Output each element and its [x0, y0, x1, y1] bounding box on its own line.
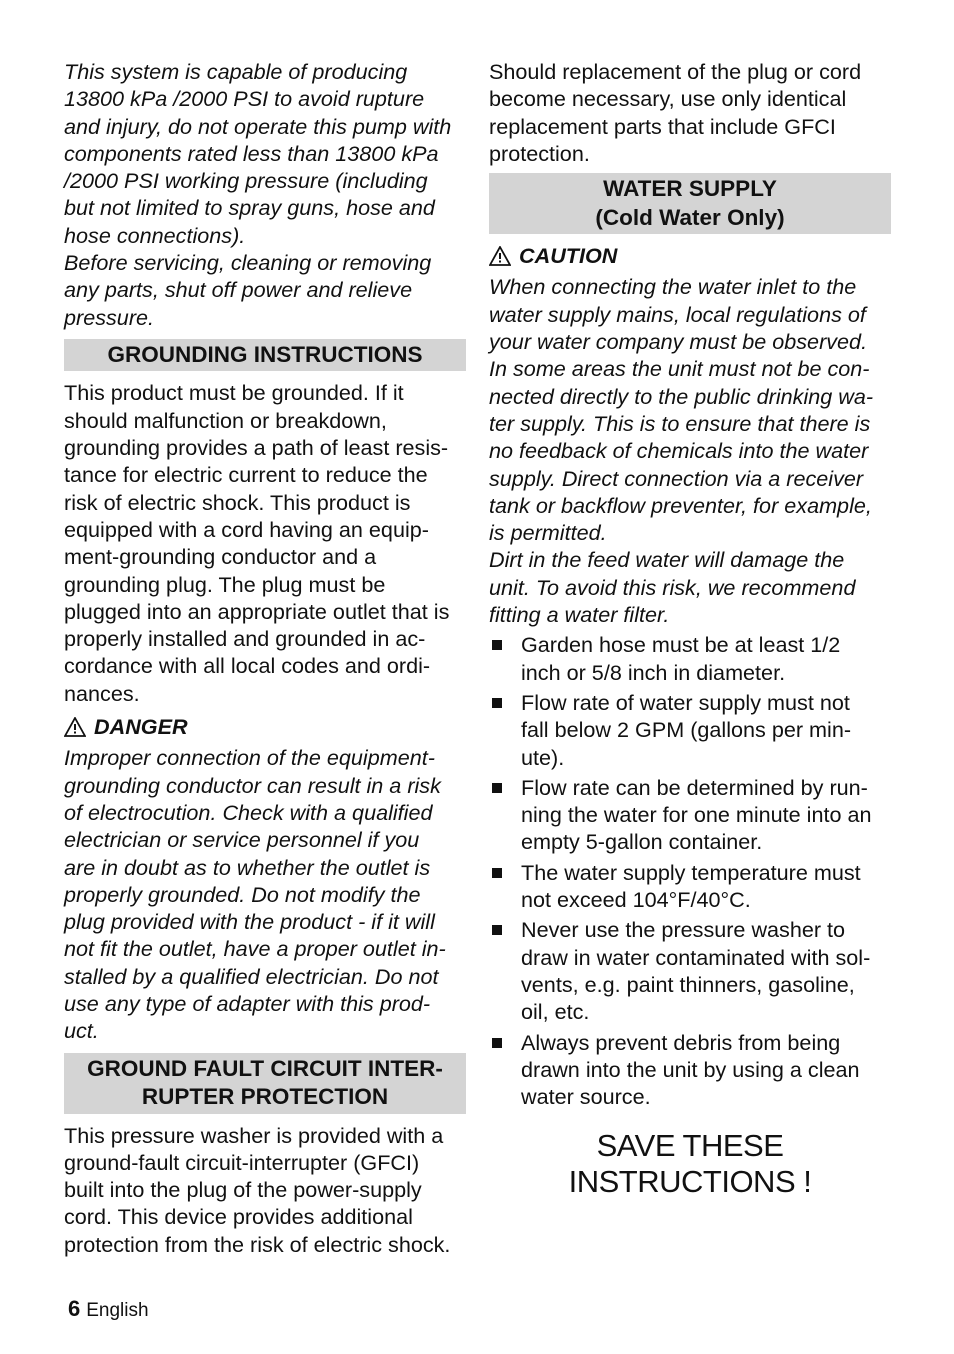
text-line: and injury, do not operate this pump with	[64, 113, 452, 139]
text-line: In some areas the unit must not be con-	[489, 356, 870, 382]
caution-label	[489, 242, 891, 269]
text-line: drawn into the unit by using a clean	[521, 1056, 860, 1082]
text-line: cord. This device provides additional	[64, 1204, 413, 1230]
text-line: nected directly to the public drinking wa-	[489, 383, 874, 409]
grounding-text	[64, 379, 466, 707]
save-instructions-title	[489, 1128, 891, 1200]
text-line: Dirt in the feed water will damage the	[489, 547, 845, 573]
text-line: properly grounded. Do not modify the	[64, 881, 421, 907]
page-number: 6	[68, 1296, 81, 1321]
list-item	[489, 1029, 891, 1111]
bullet-square-icon	[492, 925, 502, 935]
text-line: fitting a water filter.	[489, 602, 670, 628]
text-line: 13800 kPa /2000 PSI to avoid rupture	[64, 86, 425, 112]
text-line: uct.	[64, 1018, 99, 1044]
text-line: plugged into an appropriate outlet that is	[64, 598, 450, 624]
text-line: inch or 5/8 inch in diameter.	[521, 659, 786, 685]
replacement-text	[489, 58, 891, 167]
text-line: Garden hose must be at least 1/2	[521, 632, 841, 658]
caution-text	[489, 273, 891, 628]
text-line: Before servicing, cleaning or removing	[64, 250, 432, 276]
text-line: use any type of adapter with this prod-	[64, 991, 431, 1016]
text-line: equipped with a cord having an equip-	[64, 516, 429, 542]
text-line: water source.	[521, 1084, 651, 1110]
right-column	[489, 58, 891, 1200]
text-line: (Cold Water Only)	[595, 204, 785, 230]
text-line: tank or backflow preventer, for example,	[489, 492, 872, 518]
text-line: INSTRUCTIONS !	[568, 1164, 812, 1200]
water-supply-list	[489, 631, 891, 1110]
text-line: supply. Direct connection via a receiver	[489, 465, 864, 491]
text-line: grounding conductor can result in a risk	[64, 772, 441, 798]
text-line: components rated less than 13800 kPa	[64, 140, 439, 166]
text-line: grounding plug. The plug must be	[64, 571, 386, 597]
text-line: no feedback of chemicals into the water	[489, 438, 869, 464]
text-line: Flow rate can be determined by run-	[521, 774, 868, 800]
danger-label-text: DANGER	[94, 714, 188, 740]
text-line: This pressure washer is provided with a	[64, 1122, 444, 1148]
text-line: stalled by a qualified electrician. Do not	[64, 963, 439, 989]
text-line: Never use the pressure washer to	[521, 917, 846, 943]
text-line: not exceed 104°F/40°C.	[521, 887, 751, 913]
text-line: are in doubt as to whether the outlet is	[64, 854, 431, 880]
text-line: WATER SUPPLY	[603, 176, 777, 202]
text-line: tance for electric current to reduce the	[64, 462, 428, 488]
text-line: When connecting the water inlet to the	[489, 274, 857, 300]
text-line: but not limited to spray guns, hose and	[64, 195, 435, 221]
text-line: water supply mains, local regulations of	[489, 301, 866, 327]
page-footer	[68, 1296, 149, 1322]
text-line: SAVE THESE	[596, 1128, 784, 1164]
text-line: built into the plug of the power-supply	[64, 1177, 422, 1203]
text-line: protection from the risk of electric shock.	[64, 1231, 451, 1257]
text-line: This product must be grounded. If it	[64, 380, 404, 406]
bullet-square-icon	[492, 783, 502, 793]
text-line: The water supply temperature must	[521, 859, 861, 885]
water-supply-heading	[489, 173, 891, 234]
warning-triangle-icon	[489, 246, 511, 266]
warning-triangle-icon	[64, 717, 86, 737]
text-line: pressure.	[64, 304, 155, 330]
text-line: become necessary, use only identical	[489, 86, 847, 112]
text-line: replacement parts that include GFCI	[489, 113, 836, 139]
list-item	[489, 689, 891, 771]
text-line: properly installed and grounded in ac-	[64, 626, 426, 652]
text-line: /2000 PSI working pressure (including	[64, 168, 428, 194]
pressure-warning-text	[64, 58, 466, 331]
text-line: vents, e.g. paint thinners, gasoline,	[521, 971, 855, 997]
text-line: ning the water for one minute into an	[521, 802, 872, 828]
text-line: should malfunction or breakdown,	[64, 407, 387, 433]
list-item	[489, 774, 891, 856]
text-line: This system is capable of producing	[64, 59, 408, 84]
text-line: protection.	[489, 140, 590, 166]
text-line: Always prevent debris from being	[521, 1029, 841, 1055]
footer-language: English	[86, 1300, 149, 1321]
text-line: of electrocution. Check with a qualified	[64, 799, 433, 825]
text-line: your water company must be observed.	[489, 329, 868, 355]
bullet-square-icon	[492, 1038, 502, 1048]
text-line: nances.	[64, 680, 140, 706]
gfci-text	[64, 1122, 466, 1258]
text-line: cordance with all local codes and ordi-	[64, 653, 431, 679]
danger-label	[64, 713, 466, 740]
list-item	[489, 916, 891, 1025]
text-line: empty 5-gallon container.	[521, 829, 763, 855]
caution-label-text: CAUTION	[519, 243, 618, 269]
list-item	[489, 859, 891, 914]
list-item	[489, 631, 891, 686]
text-line: Flow rate of water supply must not	[521, 689, 850, 715]
text-line: draw in water contaminated with sol-	[521, 944, 871, 970]
gfci-heading	[64, 1053, 466, 1114]
grounding-heading: GROUNDING INSTRUCTIONS	[64, 339, 466, 372]
text-line: RUPTER PROTECTION	[141, 1084, 389, 1110]
text-line: Improper connection of the equipment-	[64, 745, 435, 771]
text-line: ment-grounding conductor and a	[64, 544, 377, 570]
danger-text	[64, 744, 466, 1044]
bullet-square-icon	[492, 868, 502, 878]
bullet-square-icon	[492, 698, 502, 708]
text-line: unit. To avoid this risk, we recommend	[489, 574, 856, 600]
left-column	[64, 58, 466, 1258]
text-line: hose connections).	[64, 222, 246, 248]
text-line: grounding provides a path of least resis-	[64, 435, 449, 461]
text-line: not fit the outlet, have a proper outlet in-	[64, 936, 446, 962]
text-line: plug provided with the product - if it will	[64, 909, 435, 935]
text-line: oil, etc.	[521, 999, 590, 1025]
text-line: GROUND FAULT CIRCUIT INTER-	[87, 1055, 443, 1081]
text-line: ute).	[521, 744, 565, 770]
text-line: electrician or service personnel if you	[64, 827, 420, 853]
text-line: ter supply. This is to ensure that there is	[489, 410, 871, 436]
text-line: ground-fault circuit-interrupter (GFCI)	[64, 1149, 420, 1175]
text-line: risk of electric shock. This product is	[64, 489, 411, 515]
bullet-square-icon	[492, 640, 502, 650]
text-line: fall below 2 GPM (gallons per min-	[521, 717, 852, 743]
text-line: is permitted.	[489, 520, 607, 546]
text-line: any parts, shut off power and relieve	[64, 277, 413, 303]
text-line: Should replacement of the plug or cord	[489, 59, 862, 84]
